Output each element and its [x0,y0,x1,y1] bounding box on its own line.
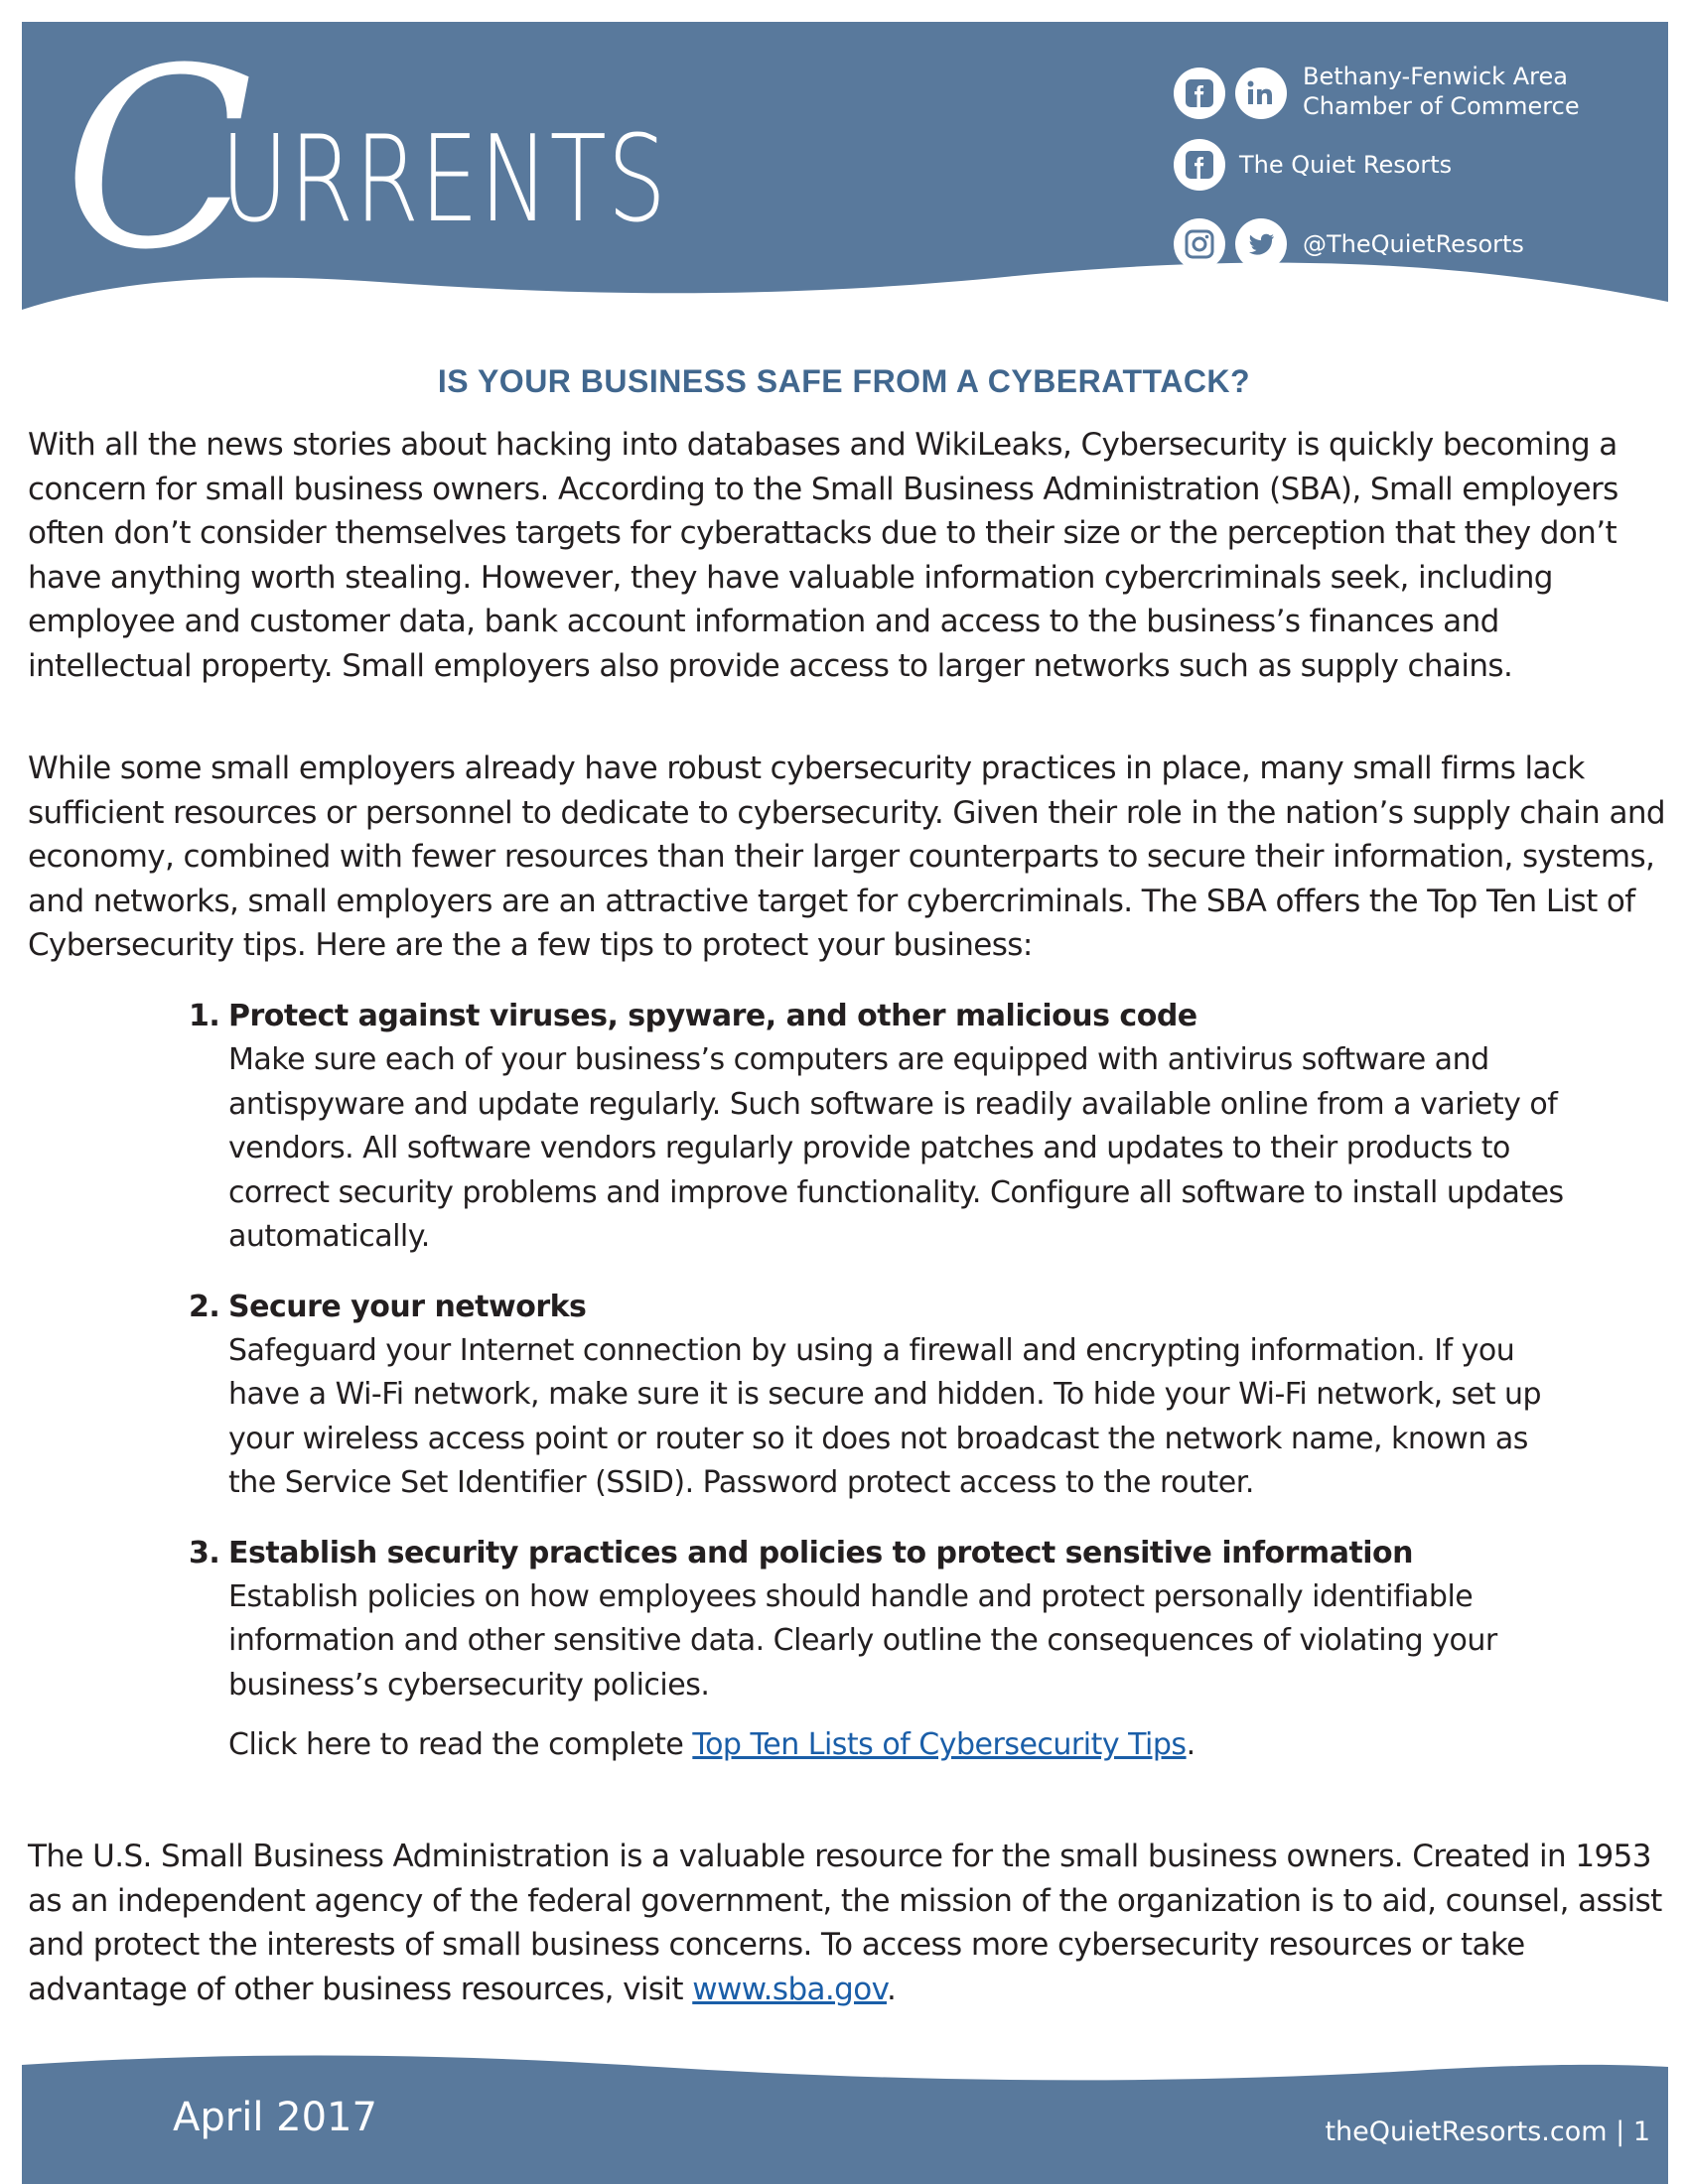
chamber-name-line2: Chamber of Commerce [1303,92,1580,120]
facebook-icon[interactable] [1174,139,1225,191]
social-handle[interactable]: @TheQuietResorts [1303,230,1524,258]
list-item [189,995,1579,1260]
list-item [189,1532,1579,1768]
closing-suffix: . [886,1971,897,2007]
tip-number: 1. [189,999,220,1033]
top-ten-tips-link[interactable]: Top Ten Lists of Cybersecurity Tips [692,1727,1187,1762]
logo-text: URRENTS [220,111,667,249]
chamber-name-line1: Bethany-Fenwick Area [1303,63,1568,90]
tip-number: 2. [189,1289,220,1324]
click-here-text: Click here to read the complete [228,1727,693,1762]
twitter-icon[interactable] [1235,218,1287,270]
second-paragraph: While some small employers already have robust cybersecurity practices in place, many small firms lack sufficient resources or personnel to dedicate to cybersecurity. Given their role in the nation’s supply chain and economy, combined with fewer resources than their larger counterparts to secure their information, systems, and networks, small employers are an attractive target for cybercriminals. The SBA offers the Top Ten List of Cybersecurity tips. Here are the a few tips to protect your business: [28,751,1666,963]
tip-number: 3. [189,1535,220,1570]
linkedin-icon[interactable] [1235,68,1287,119]
masthead [22,15,1668,320]
tips-list [189,995,1579,1794]
footer-website[interactable]: theQuietResorts.com | 1 [1325,2116,1650,2147]
closing-text: The U.S. Small Business Administration is a valuable resource for the small business owners. Created in 1953 as an independent agency of the federal government, the mission of the organization is to aid, counsel, assist and protect the interests of small business concerns. To access more cybersecurity resources or take advantage of other business resources, visit [28,1839,1662,2007]
tip-body: Make sure each of your business’s computers are equipped with antivirus software and antispyware and update regularly. Such software is readily available online from a variety of vendors. All software vendors regularly provide patches and updates to their products to correct security problems and improve functionality. Configure all software to install updates automatically. [228,1042,1564,1254]
click-here-line [228,1723,1579,1768]
footer [22,2053,1668,2184]
tip-heading: Protect against viruses, spyware, and other malicious code [228,999,1197,1033]
intro-paragraph: With all the news stories about hacking into databases and WikiLeaks, Cybersecurity is quickly becoming a concern for small business owners. According to the Small Business Administration (SBA), Small employers often don’t consider themselves targets for cyberattacks due to their size or the perception that they don’t have anything worth stealing. However, they have valuable information cybercriminals seek, including employee and customer data, bank account information and access to the business’s finances and intellectual property. Small employers also provide access to larger networks such as supply chains. [28,427,1618,684]
closing-paragraph [28,1835,1666,2011]
sba-link[interactable]: www.sba.gov [692,1971,887,2007]
list-item [189,1286,1579,1506]
logo-initial: C [64,15,254,304]
tip-body: Safeguard your Internet connection by using a firewall and encrypting information. If you have a Wi-Fi network, make sure it is secure and hidden. To hide your Wi-Fi network, set up your wireless access point or router so it does not broadcast the network name, known as the Service Set Identifier (SSID). Password protect access to the router. [228,1332,1542,1500]
facebook-icon[interactable] [1174,68,1225,119]
issue-date: April 2017 [173,2095,377,2140]
tip-heading: Secure your networks [228,1289,587,1324]
instagram-icon[interactable] [1174,218,1225,270]
tip-body: Establish policies on how employees should handle and protect personally identifiable information and other sensitive data. Clearly outline the consequences of violating your business’s cybersecurity policies. [228,1578,1497,1703]
article-title: IS YOUR BUSINESS SAFE FROM A CYBERATTACK? [437,363,1251,399]
quiet-resorts-link[interactable]: The Quiet Resorts [1239,151,1453,179]
tip-heading: Establish security practices and policies to protect sensitive information [228,1535,1414,1570]
click-here-suffix: . [1186,1727,1196,1762]
